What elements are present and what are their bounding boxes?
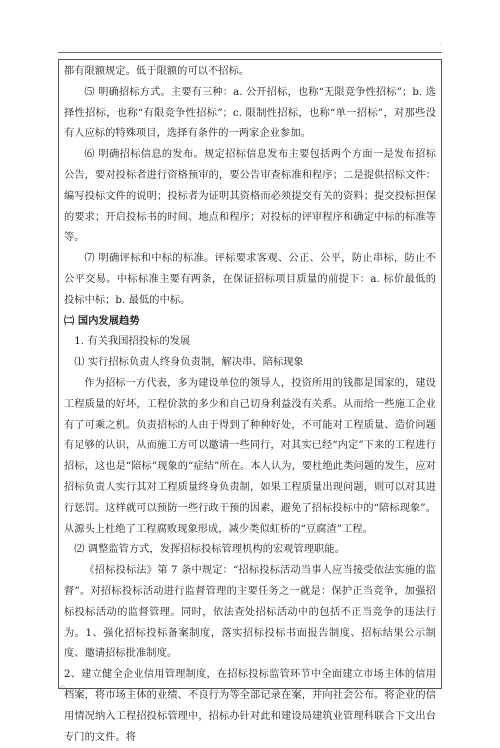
- paragraph-responsibility-detail: 作为招标一方代表，多为建设单位的领导人，投资所用的钱都是国家的，建设工程质量的好坏，工程价款的多少和自己切身利益没有关系。从而给一些施工企业有了可乘之机。负责招标的人由于得到了种种好处，不可能对工程质量、造价问题有足够的认识，从而施工方可以邀请一些同行，对其实已经“内定”下来的工程进行招标，这也是“陪标”现象的“症结”所在。本人认为，要杜绝此类问题的发生，应对招标负责人实行其对工程质量终身负责制，如果工程质量出现问题，则可以对其进行惩罚。这样就可以预防一些行政干预的因素，避免了招标投标中的“陪标现象”。从源头上杜绝了工程腐败现象形成，减少类似虹桥的“豆腐渣”工程。: [64, 377, 436, 535]
- subheading-development: 1. 有关我国招投标的发展: [74, 336, 191, 348]
- footer-mark: ◇: [60, 684, 65, 691]
- paragraph-bidding-methods: ⑸ 明确招标方式。主要有三种：a. 公开招标，也称“无限竞争性招标”；b. 选择性招标，也称“有限竞争性招标”；c. 限制性招标，也称“单一招标”，对那些没有人应标的特殊项目，选择有条件的一两家企业参加。: [64, 86, 436, 140]
- paragraph-quota: 都有限额规定。低于限额的可以不招标。: [64, 66, 250, 77]
- subheading-supervision: ⑵ 调整监管方式，发挥招标投标管理机构的宏观管理职能。: [74, 544, 345, 556]
- paragraph-law-article: 《招标投标法》第 7 条中规定：“招标投标活动当事人应当接受依法实施的监督”。对招标投标活动进行监督管理的主要任务之一就是：保护正当竞争，加强招标投标活动的监督管理。同时，依法查处招标活动中的包括不正当竞争的违法行为。1、强化招标投标备案制度，落实招标投标书面报告制度、招标结果公示制度、邀请招标批准制度。: [64, 565, 436, 660]
- document-body: [64, 62, 436, 748]
- section-heading-domestic-trend: ㈡ 国内发展趋势: [64, 315, 140, 327]
- header-mark: .: [440, 40, 442, 47]
- header-rule: [58, 52, 442, 53]
- paragraph-info-release: ⑹ 明确招标信息的发布。规定招标信息发布主要包括两个方面一是发布招标公告，要对投标者进行资格预审的，要公告审查标准和程序；二是提供招标文件：编写投标文件的说明；投标者为证明其资格而必须提交有关的资料；提交投标担保的要求；开启投标书的时间、地点和程序；对投标的评审程序和确定中标的标准等等。: [64, 149, 436, 244]
- subheading-responsibility-system: ⑴ 实行招标负责人终身负责制，解决串、陪标现象: [74, 357, 304, 369]
- paragraph-evaluation-standard: ⑺ 明确评标和中标的标准。评标要求客观、公正、公平，防止串标，防止不公平交易。中标标准主要有两条，在保证招标项目质量的前提下：a. 标价最低的投标中标；b. 最低的中标。: [64, 253, 436, 306]
- paragraph-credit-system: 2、建立健全企业信用管理制度，在招标投标监管环节中全面建立市场主体的信用档案，将市场主体的业绩、不良行为等全部记录在案，并向社会公布。将企业的信用情况纳入工程招投标管理中，招标办针对此和建设局建筑业管理科联合下文出台专门的文件。将: [64, 669, 436, 743]
